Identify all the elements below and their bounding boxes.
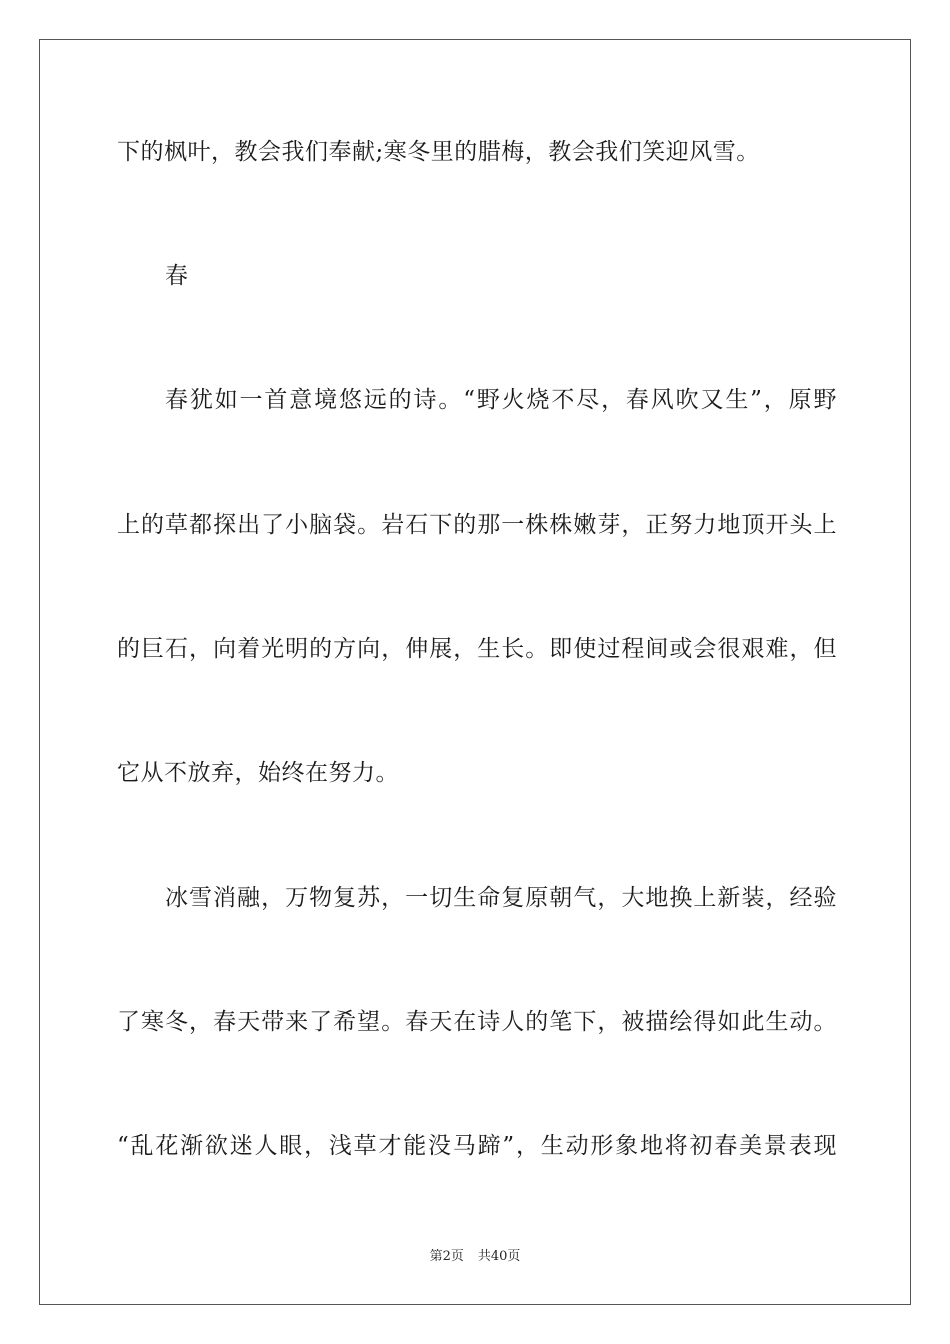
paragraph-1-line-3: 的巨石，向着光明的方向，伸展，生长。即使过程间或会很艰难，但 <box>117 636 837 662</box>
page-total: 共40页 <box>477 1249 521 1264</box>
paragraph-1-line-4: 它从不放弃，始终在努力。 <box>117 760 399 786</box>
page-footer <box>0 1248 950 1266</box>
paragraph-2-line-2: 了寒冬，春天带来了希望。春天在诗人的笔下，被描绘得如此生动。 <box>117 1009 837 1035</box>
paragraph-2-line-3: “乱花渐欲迷人眼，浅草才能没马蹄”，生动形象地将初春美景表现 <box>117 1133 837 1159</box>
page-number: 第2页 <box>429 1249 464 1264</box>
paragraph-1-line-2: 上的草都探出了小脑袋。岩石下的那一株株嫩芽，正努力地顶开头上 <box>117 512 837 538</box>
section-heading-spring: 春 <box>165 263 189 289</box>
paragraph-1-line-1: 春犹如一首意境悠远的诗。“野火烧不尽，春风吹又生”，原野 <box>165 387 837 413</box>
page-border <box>39 39 911 1305</box>
text-line-1: 下的枫叶，教会我们奉献;寒冬里的腊梅，教会我们笑迎风雪。 <box>117 139 760 165</box>
paragraph-2-line-1: 冰雪消融，万物复苏，一切生命复原朝气，大地换上新装，经验 <box>165 885 837 911</box>
